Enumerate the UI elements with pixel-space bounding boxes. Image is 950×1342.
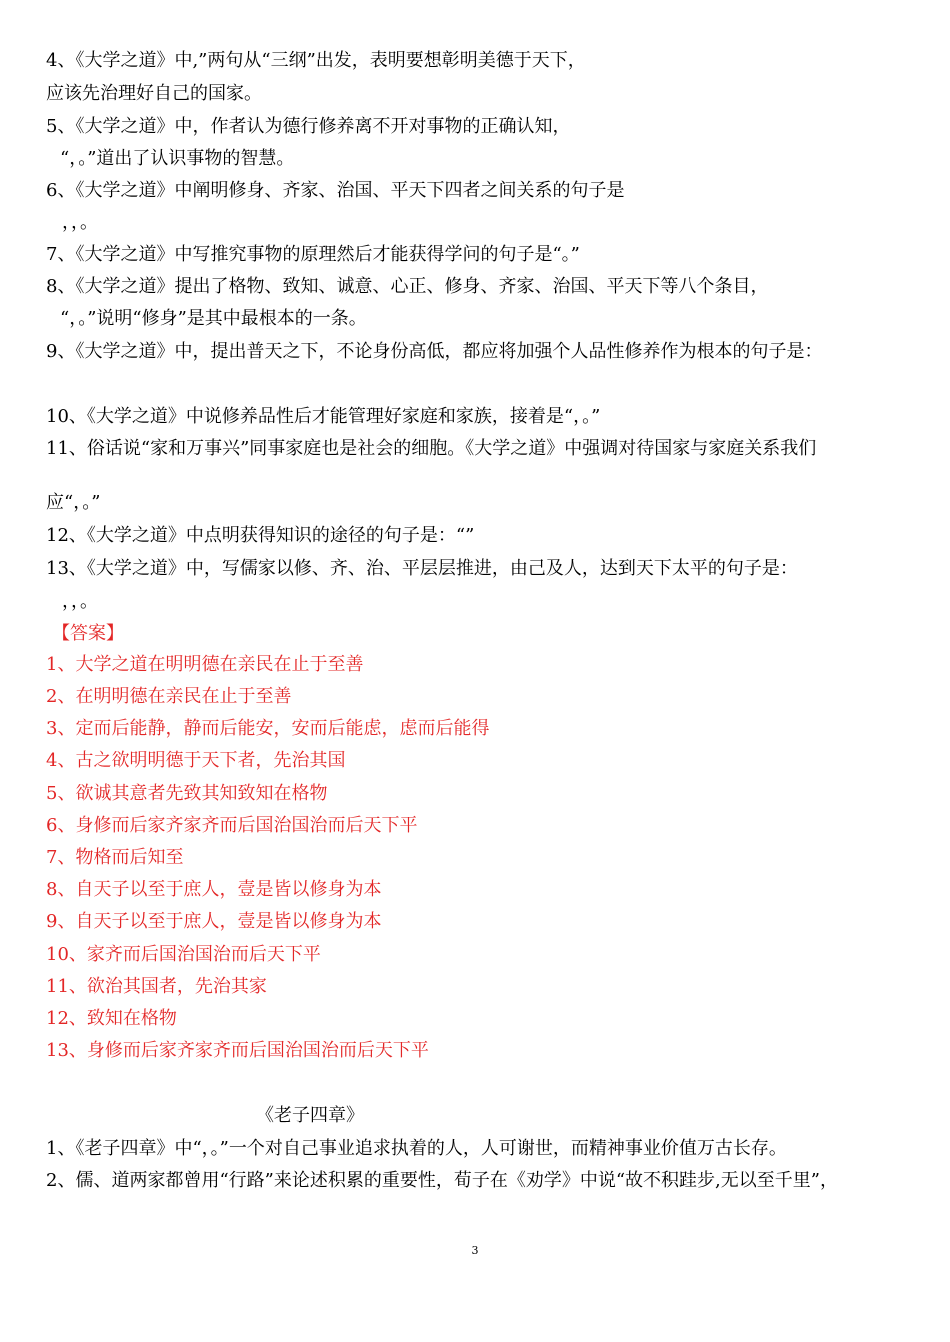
question-4-line-1: 4、《大学之道》中,”两句从“三纲”出发，表明要想彰明美德于天下， bbox=[46, 50, 586, 71]
question-8-line-1: 8、《大学之道》提出了格物、致知、诚意、心正、修身、齐家、治国、平天下等八个条目， bbox=[46, 276, 769, 297]
question-5-line-2: “，。”道出了认识事物的智慧。 bbox=[60, 148, 295, 169]
answer-2: 2、在明明德在亲民在止于至善 bbox=[46, 686, 292, 707]
page-number: 3 bbox=[471, 1244, 479, 1257]
answer-9: 9、自天子以至于庶人，壹是皆以修身为本 bbox=[46, 911, 382, 932]
question-13-line-2: ，，。 bbox=[62, 591, 98, 612]
question-11-line-1: 11、俗话说“家和万事兴”同事家庭也是社会的细胞。《大学之道》中强调对待国家与家庭关系我们 bbox=[46, 438, 817, 459]
answers-header: 【答案】 bbox=[52, 623, 124, 644]
answer-3: 3、定而后能静，静而后能安，安而后能虑，虑而后能得 bbox=[46, 718, 490, 739]
question-10: 10、《大学之道》中说修养品性后才能管理好家庭和家族，接着是“，。” bbox=[46, 406, 601, 427]
question-13-line-1: 13、《大学之道》中，写儒家以修、齐、治、平层层推进，由己及人，达到天下太平的句子是： bbox=[46, 558, 798, 579]
answer-11: 11、欲治其国者，先治其家 bbox=[46, 976, 267, 997]
answer-4: 4、古之欲明明德于天下者，先治其国 bbox=[46, 750, 346, 771]
answer-12: 12、致知在格物 bbox=[46, 1008, 177, 1029]
laozi-question-2: 2、儒、道两家都曾用“行路”来论述积累的重要性，荀子在《劝学》中说“故不积跬步,无以至千里”， bbox=[46, 1170, 838, 1191]
question-5-line-1: 5、《大学之道》中，作者认为德行修养离不开对事物的正确认知， bbox=[46, 116, 571, 137]
laozi-question-1: 1、《老子四章》中“，。”一个对自己事业追求执着的人，人可谢世，而精神事业价值万古长存。 bbox=[46, 1138, 787, 1159]
question-12: 12、《大学之道》中点明获得知识的途径的句子是：“” bbox=[46, 525, 475, 546]
answer-8: 8、自天子以至于庶人，壹是皆以修身为本 bbox=[46, 879, 382, 900]
question-7: 7、《大学之道》中写推究事物的原理然后才能获得学问的句子是“。” bbox=[46, 244, 580, 265]
answer-13: 13、身修而后家齐家齐而后国治国治而后天下平 bbox=[46, 1040, 429, 1061]
answer-5: 5、欲诚其意者先致其知致知在格物 bbox=[46, 783, 328, 804]
question-6-line-1: 6、《大学之道》中阐明修身、齐家、治国、平天下四者之间关系的句子是 bbox=[46, 180, 625, 201]
answer-6: 6、身修而后家齐家齐而后国治国治而后天下平 bbox=[46, 815, 418, 836]
question-4-line-2: 应该先治理好自己的国家。 bbox=[46, 83, 262, 104]
question-8-line-2: “，。”说明“修身”是其中最根本的一条。 bbox=[60, 308, 367, 329]
answer-1: 1、大学之道在明明德在亲民在止于至善 bbox=[46, 654, 364, 675]
answer-10: 10、家齐而后国治国治而后天下平 bbox=[46, 944, 321, 965]
answer-7: 7、物格而后知至 bbox=[46, 847, 184, 868]
section-title: 《老子四章》 bbox=[256, 1105, 364, 1126]
question-11-line-2: 应“，。” bbox=[46, 492, 101, 513]
question-9: 9、《大学之道》中，提出普天之下，不论身份高低，都应将加强个人品性修养作为根本的句子是： bbox=[46, 341, 823, 362]
question-6-line-2: ，，。 bbox=[62, 212, 98, 233]
